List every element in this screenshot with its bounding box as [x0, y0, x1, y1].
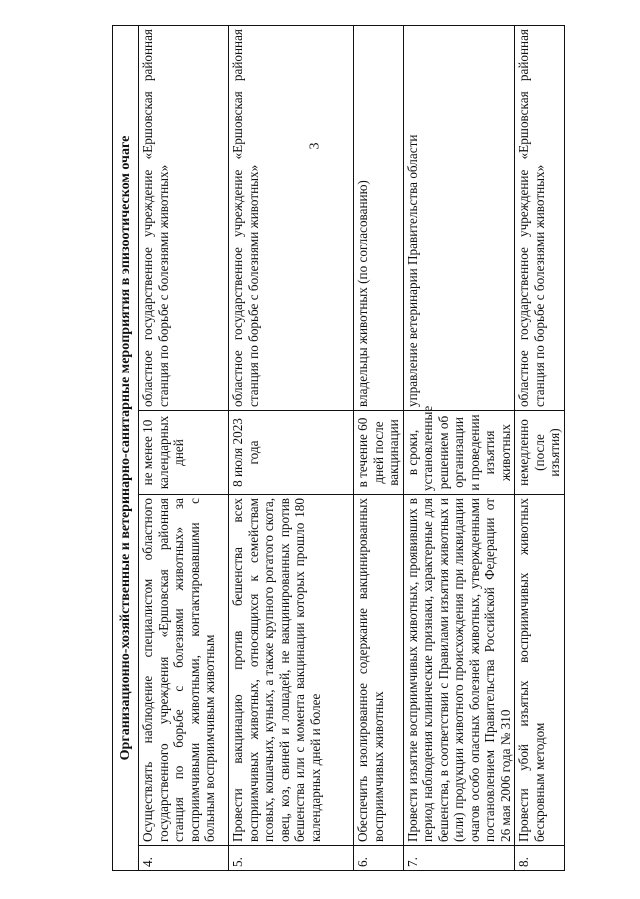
row-number: 4.: [139, 846, 229, 871]
measure-term: 8 июля 2023 года: [229, 411, 354, 495]
measure-term: не менее 10 календарных дней: [139, 411, 229, 495]
measure-term: в сроки, установленные решением об организации и проведении изъятия животных: [403, 411, 515, 495]
table-row: [403, 26, 515, 871]
table-row: [515, 26, 565, 871]
rotated-page: [112, 26, 562, 871]
measure-term: немедленно (после изъятия): [515, 411, 565, 495]
measure-responsible: областное государственное учреждение «Ершовская районная станция по борьбе с болезнями животных»: [515, 26, 565, 411]
row-number: 5.: [229, 846, 354, 871]
measures-table: [112, 25, 565, 871]
measure-description: Обеспечить изолированное содержание вакцинированных восприимчивых животных: [354, 495, 404, 846]
measure-responsible: владельцы животных (по согласованию): [354, 26, 404, 411]
rotated-table-container: [112, 26, 562, 871]
section-header-row: [113, 26, 139, 871]
section-title: Организационно-хозяйственные и ветеринарно-санитарные мероприятия в эпизоотическом очаге: [113, 26, 139, 871]
measure-responsible: управление ветеринарии Правительства области: [403, 26, 515, 411]
measure-description: Провести убой изъятых восприимчивых животных бескровным методом: [515, 495, 565, 846]
measure-term: в течение 60 дней после вакцинации: [354, 411, 404, 495]
table-row: [139, 26, 229, 871]
measure-description: Провести вакцинацию против бешенства всех восприимчивых животных, относящихся к семействам псовых, кошачьих, куньих, а также крупного рогатого скота, овец, коз, свиней и лошадей, не вакцинированных против бешенства или с момента вакцинации которых прошло 180 календарных дней и более: [229, 495, 354, 846]
page-number: 3: [307, 142, 323, 150]
table-row: [229, 26, 354, 871]
measure-description: Осуществлять наблюдение специалистом областного государственного учреждения «Ершовская районная станция по борьбе с болезнями животных» за восприимчивыми животными, контактировавшими с больным восприимчивым животным: [139, 495, 229, 846]
measure-responsible: областное государственное учреждение «Ершовская районная станция по борьбе с болезнями животных»: [139, 26, 229, 411]
row-number: 8.: [515, 846, 565, 871]
row-number: 7.: [403, 846, 515, 871]
row-number: 6.: [354, 846, 404, 871]
table-row: [354, 26, 404, 871]
measure-responsible: областное государственное учреждение «Ершовская районная станция по борьбе с болезнями животных»: [229, 26, 354, 411]
measure-description: Провести изъятие восприимчивых животных, проявивших в период наблюдения клинические признаки, характерные для бешенства, в соответствии с Правилами изъятия животных и (или) продукции животного происхождения при ликвидации очагов особо опасных болезней животных, утвержденными постановлением Правительства Российской Федерации от 26 мая 2006 года № 310: [403, 495, 515, 846]
